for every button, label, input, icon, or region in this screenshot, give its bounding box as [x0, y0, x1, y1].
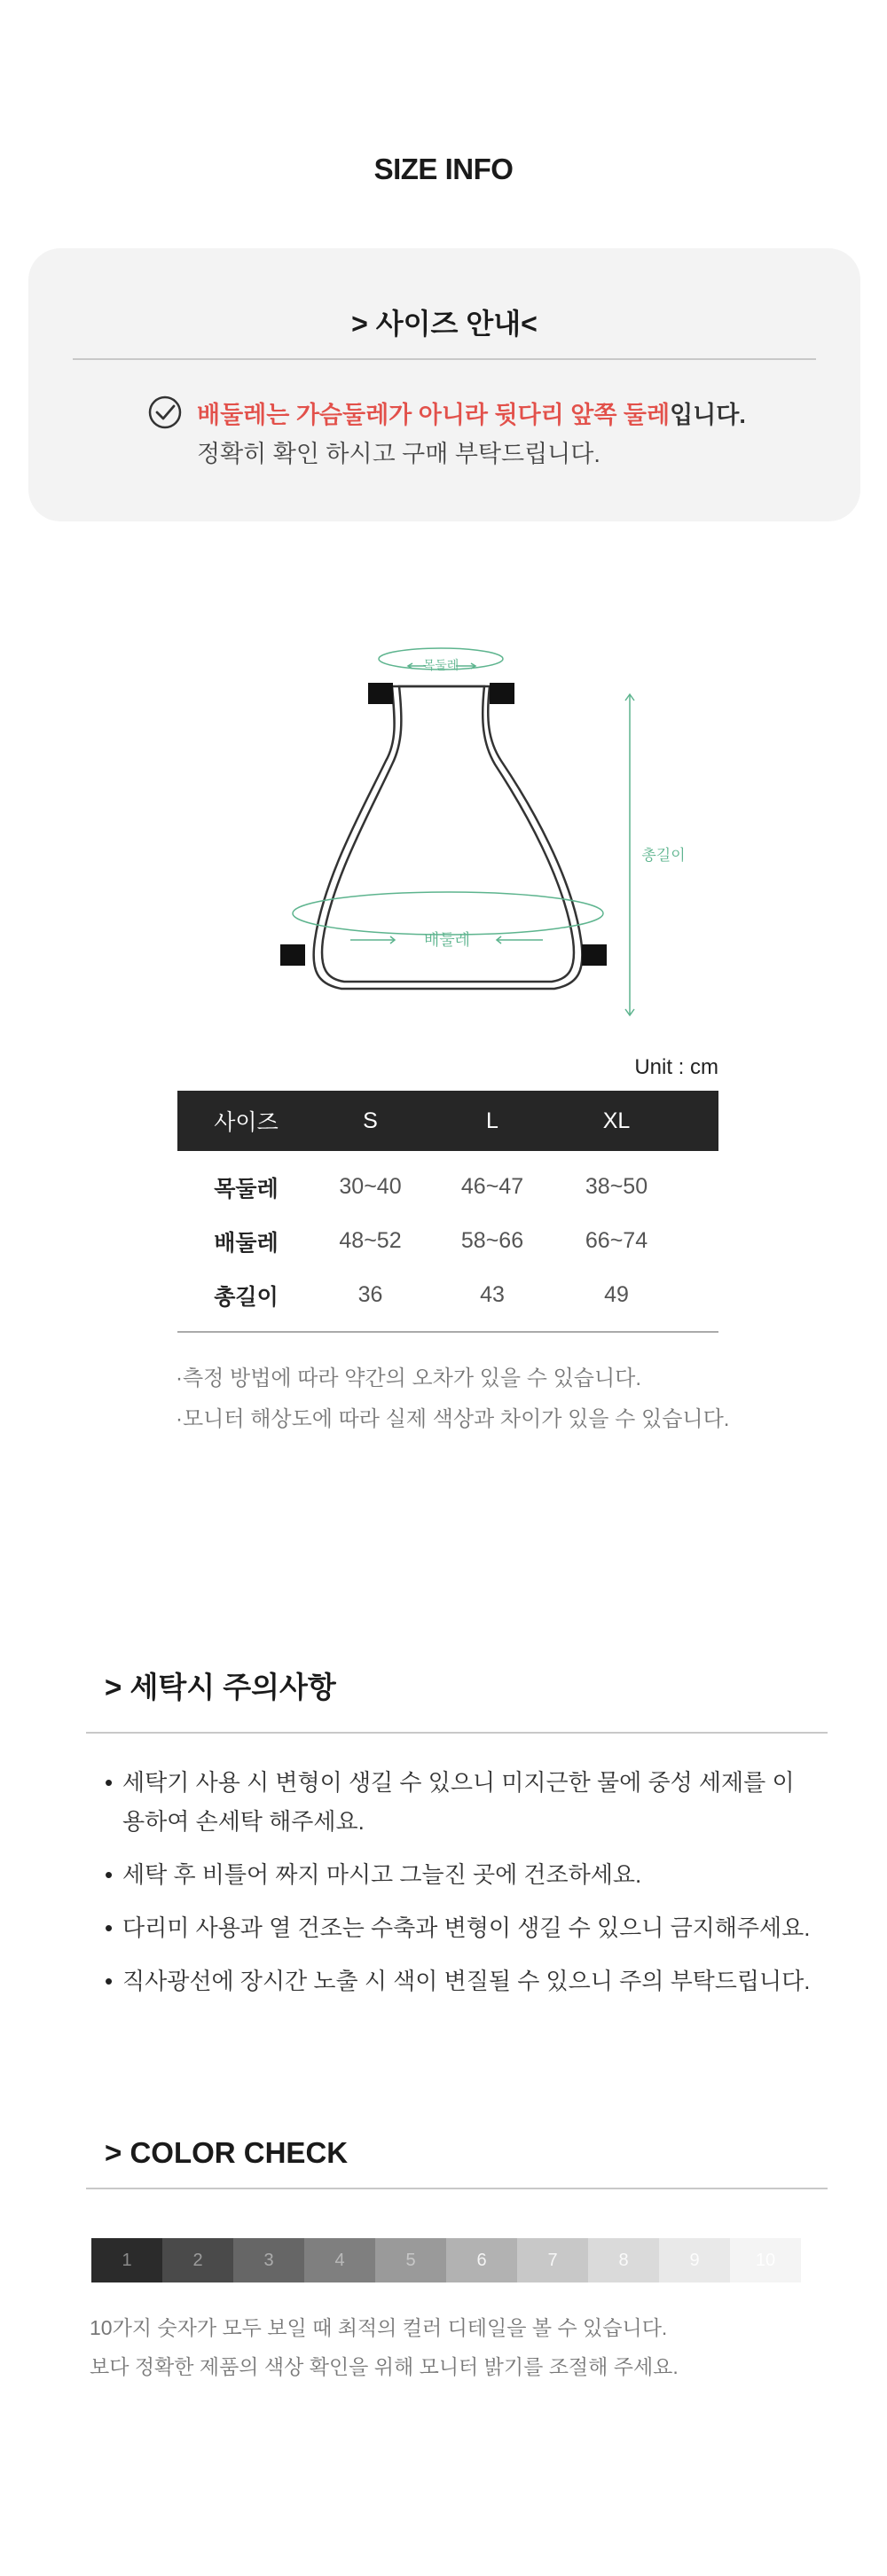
right-leg-trim	[582, 944, 607, 966]
color-check-note: 10가지 숫자가 모두 보일 때 최적의 컬러 디테일을 볼 수 있습니다.	[90, 2316, 668, 2339]
notice-red-text: 배둘레는 가슴둘레가 아니라 뒷다리 앞쪽 둘레	[197, 402, 671, 428]
color-swatch-7	[517, 2238, 588, 2282]
swatch-label: 5	[405, 2250, 416, 2270]
monitor-note: ·모니터 해상도에 따라 실제 색상과 차이가 있을 수 있습니다.	[176, 1407, 730, 1431]
swatch-label: 9	[689, 2250, 700, 2270]
color-swatch-5	[375, 2238, 446, 2282]
table-cell: 58~66	[460, 1228, 524, 1253]
belly-measure-label: 배둘레	[423, 931, 471, 949]
table-cell: 36	[357, 1282, 383, 1307]
size-notice-box	[28, 248, 860, 521]
list-item: • 직사광선에 장시간 노출 시 색이 변질될 수 있으니 주의 부탁드립니다.	[105, 1961, 814, 2001]
size-table	[177, 1091, 718, 1322]
grayscale-swatch-strip	[91, 2238, 801, 2282]
swatch-label: 3	[263, 2250, 274, 2270]
color-check-divider	[86, 2188, 828, 2189]
table-cell: 30~40	[339, 1174, 402, 1199]
color-swatch-8	[588, 2238, 659, 2282]
table-cell: 43	[480, 1282, 505, 1307]
notice-divider	[73, 358, 816, 360]
swatch-label: 2	[192, 2250, 203, 2270]
notice-line-highlight	[197, 395, 746, 430]
unit-label: Unit : cm	[634, 1055, 718, 1079]
table-row	[177, 1268, 718, 1322]
length-measure-label: 총길이	[641, 847, 686, 864]
color-swatch-4	[304, 2238, 375, 2282]
swatch-label: 4	[334, 2250, 345, 2270]
notice-line-secondary: 정확히 확인 하시고 구매 부탁드립니다.	[197, 441, 600, 467]
swatch-label: 10	[755, 2250, 776, 2270]
row-label: 배둘레	[214, 1230, 279, 1256]
size-notice-heading: > 사이즈 안내<	[351, 308, 538, 340]
swatch-label: 7	[547, 2250, 558, 2270]
measurement-note: ·측정 방법에 따라 약간의 오차가 있을 수 있습니다.	[176, 1366, 642, 1390]
left-leg-trim	[280, 944, 305, 966]
header-l: L	[486, 1108, 498, 1133]
row-label: 총길이	[214, 1284, 279, 1310]
table-cell: 38~50	[585, 1174, 648, 1199]
check-circle-icon	[147, 395, 183, 430]
notice-suffix-text: 입니다.	[670, 402, 746, 428]
color-swatch-6	[446, 2238, 517, 2282]
size-table-header	[177, 1091, 718, 1151]
garment-measurement-diagram	[266, 621, 692, 1029]
table-bottom-rule	[177, 1331, 718, 1333]
list-item: • 세탁 후 비틀어 짜지 마시고 그늘진 곳에 건조하세요.	[105, 1855, 814, 1894]
table-cell: 49	[604, 1282, 629, 1307]
list-item: • 세탁기 사용 시 변형이 생길 수 있으니 미지근한 물에 중성 세제를 이용하여 손세탁 해주세요.	[105, 1763, 814, 1841]
right-shoulder-trim	[490, 683, 514, 704]
color-swatch-9	[659, 2238, 730, 2282]
washing-section-title: > 세탁시 주의사항	[105, 1671, 336, 1703]
table-cell: 46~47	[460, 1174, 524, 1199]
neck-measure-label: 목둘레	[422, 658, 459, 672]
color-swatch-2	[162, 2238, 233, 2282]
swatch-label: 6	[476, 2250, 487, 2270]
color-swatch-1	[91, 2238, 162, 2282]
swatch-label: 8	[618, 2250, 629, 2270]
header-xl: XL	[602, 1108, 631, 1133]
washing-instructions-list	[105, 1763, 814, 2015]
washing-divider	[86, 1732, 828, 1734]
table-row	[177, 1214, 718, 1268]
table-cell: 48~52	[339, 1228, 402, 1253]
list-item: • 다리미 사용과 열 건조는 수축과 변형이 생길 수 있으니 금지해주세요.	[105, 1908, 814, 1947]
swatch-label: 1	[122, 2250, 132, 2270]
table-row	[177, 1160, 718, 1214]
color-swatch-10	[730, 2238, 801, 2282]
color-check-title: > COLOR CHECK	[105, 2136, 349, 2169]
header-s: S	[363, 1108, 378, 1133]
row-label: 목둘레	[214, 1176, 279, 1202]
size-info-title: SIZE INFO	[373, 153, 514, 185]
header-size: 사이즈	[214, 1110, 279, 1135]
table-cell: 66~74	[585, 1228, 648, 1253]
color-swatch-3	[233, 2238, 304, 2282]
left-shoulder-trim	[368, 683, 393, 704]
monitor-brightness-note: 보다 정확한 제품의 색상 확인을 위해 모니터 밝기를 조절해 주세요.	[90, 2355, 679, 2378]
length-measure-guide	[625, 694, 634, 1015]
